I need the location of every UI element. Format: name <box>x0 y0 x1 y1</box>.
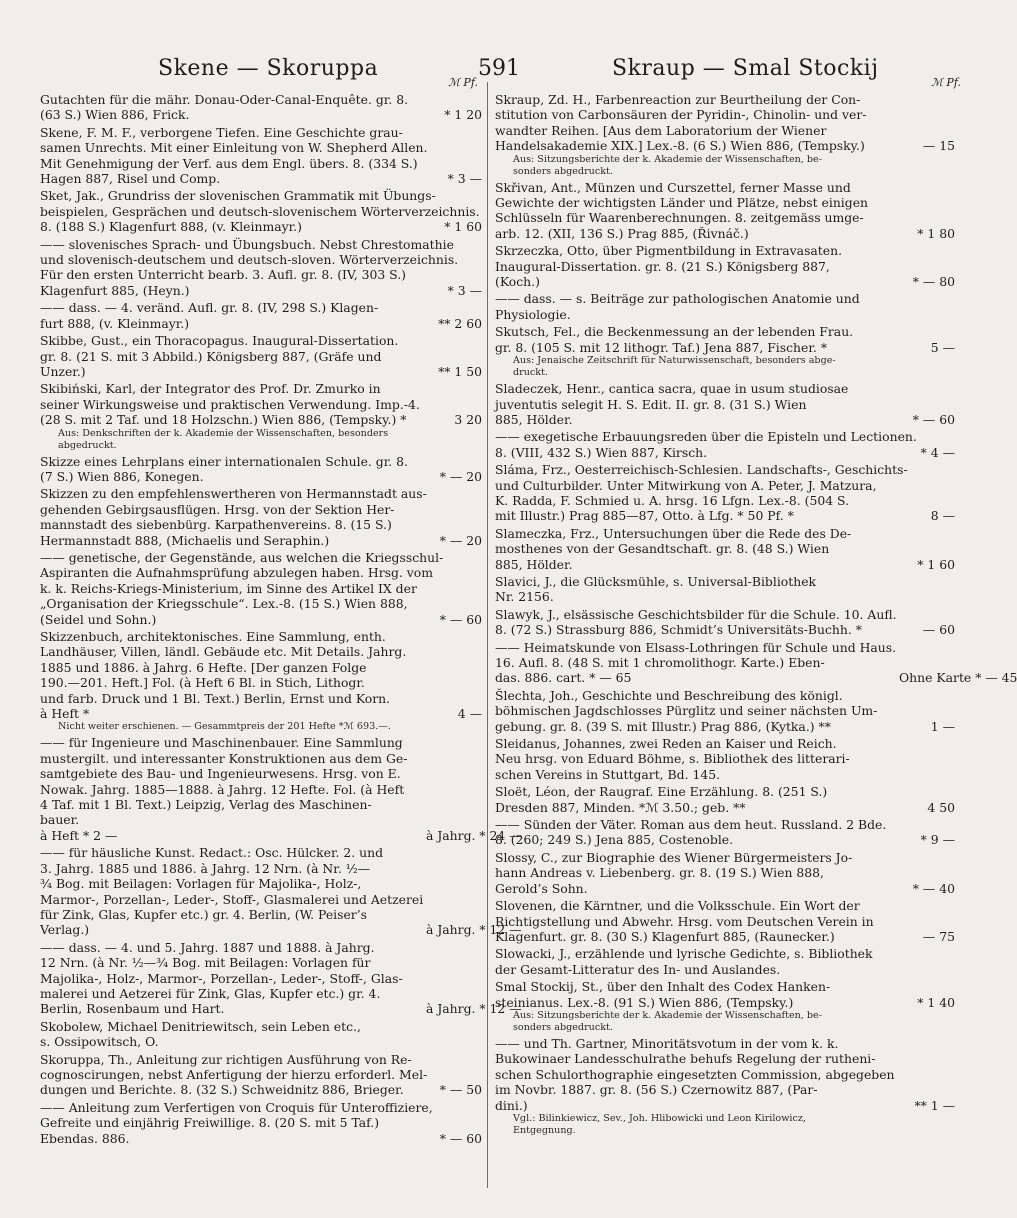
entry-line: dini.) <box>495 1097 528 1113</box>
entry-line: Gerold’s Sohn. <box>495 880 588 896</box>
entry-note: abgedruckt. <box>58 439 117 451</box>
entry-line: —— Heimatskunde von Elsass-Lothringen für Schule und Haus. <box>495 639 897 655</box>
entry-line: K. Radda, F. Schmied u. A. hrsg. 16 Lfgn. Lex.-8. (504 S. <box>495 492 850 508</box>
bibliography-entry <box>40 735 522 843</box>
bibliography-entry <box>495 381 955 427</box>
entry-line: Skizzen zu den empfehlenswertheren von Hermannstadt aus- <box>40 486 427 502</box>
entry-line: (Koch.) <box>495 274 540 290</box>
entry-line: Skibbe, Gust., ein Thoracopagus. Inaugural-Dissertation. <box>40 333 399 349</box>
bibliography-entry <box>40 188 482 234</box>
entry-price: * 1 60 <box>444 219 482 235</box>
bibliography-entry <box>495 639 1017 686</box>
entry-price: Ohne Karte * — 45 <box>899 670 1017 686</box>
entry-line: 885, Hölder. <box>495 411 573 427</box>
entry-line: 3. Jahrg. 1885 und 1886. à Jahrg. 12 Nrn. (à Nr. ½— <box>40 860 371 876</box>
entry-price: 1 — <box>930 718 955 734</box>
entry-line: Skizze eines Lehrplans einer internationalen Schule. gr. 8. <box>40 453 408 469</box>
entry-line: Skobolew, Michael Denitriewitsch, sein Leben etc., <box>40 1018 361 1034</box>
bibliography-entry <box>40 454 482 485</box>
bibliography-entry <box>40 486 482 548</box>
entry-line: mannstadt des siebenbürg. Karpathenvereins. 8. (15 S.) <box>40 517 392 533</box>
entry-price: * 4 — <box>920 444 955 460</box>
entry-line: das. 886. cart. * — 65 <box>495 670 632 686</box>
entry-line: steinianus. Lex.-8. (91 S.) Wien 886, (Tempsky.) <box>495 994 794 1010</box>
bibliography-entry <box>495 180 955 242</box>
entry-line: Sloët, Léon, der Raugraf. Eine Erzählung. 8. (251 S.) <box>495 784 828 800</box>
entry-line: s. Ossipowitsch, O. <box>40 1034 159 1050</box>
entry-line: schen Schulorthographie eingesetzten Commission, abgegeben <box>495 1066 895 1082</box>
entry-line: Gefreite und einjährig Freiwillige. 8. (20 S. mit 5 Taf.) <box>40 1115 380 1131</box>
entry-line: und Culturbilder. Unter Mitwirkung von A. Peter, J. Matzura, <box>495 477 877 493</box>
entry-price: * 1 60 <box>917 556 955 572</box>
bibliography-entry <box>40 629 482 733</box>
entry-line: Hagen 887, Risel und Comp. <box>40 171 221 187</box>
entry-line: cognoscirungen, nebst Anfertigung der hierzu erforderl. Mel- <box>40 1066 428 1082</box>
entry-line: Skizzenbuch, architektonisches. Eine Sammlung, enth. <box>40 629 386 644</box>
bibliography-entry <box>40 333 482 379</box>
entry-price: * 1 40 <box>917 994 955 1010</box>
entry-line: gr. 8. (105 S. mit 12 lithogr. Taf.) Jena 887, Fischer. * <box>495 339 828 355</box>
entry-line: für Zink, Glas, Kupfer etc.) gr. 4. Berlin, (W. Peiser’s <box>40 906 368 922</box>
entry-line: Sláma, Frz., Oesterreichisch-Schlesien. Landschafts-, Geschichts- <box>495 462 908 478</box>
entry-line: Skutsch, Fel., die Beckenmessung an der lebenden Frau. <box>495 324 854 340</box>
entry-line: Skřivan, Ant., Münzen und Curszettel, ferner Masse und <box>495 179 851 195</box>
entry-price: * 1 80 <box>917 225 955 241</box>
bibliography-entry <box>495 607 955 638</box>
entry-line: Slowacki, J., erzählende und lyrische Gedichte, s. Bibliothek <box>495 946 873 962</box>
entry-note: Aus: Jenaische Zeitschrift für Naturwissenschaft, besonders abge- <box>513 355 836 367</box>
entry-line: und farb. Druck und 1 Bl. Text.) Berlin, Ernst und Korn. <box>40 690 391 706</box>
entry-line: —— Anleitung zum Verfertigen von Croquis für Unteroffiziere, <box>40 1099 433 1115</box>
entry-line: —— für Ingenieure und Maschinenbauer. Eine Sammlung <box>40 735 403 751</box>
entry-line: 8. (VIII, 432 S.) Wien 887, Kirsch. <box>495 444 708 460</box>
entry-line: —— exegetische Erbauungsreden über die Episteln und Lectionen. <box>495 429 917 445</box>
entry-line: —— dass. — 4. und 5. Jahrg. 1887 und 1888. à Jahrg. <box>40 939 375 955</box>
entry-note: sonders abgedruckt. <box>513 1021 613 1033</box>
entry-line: Neu hrsg. von Eduard Böhme, s. Bibliothek des litterari- <box>495 751 850 767</box>
entry-line: malerei und Aetzerei für Zink, Glas, Kupfer etc.) gr. 4. <box>40 985 381 1001</box>
entry-line: (28 S. mit 2 Taf. und 18 Holzschn.) Wien 886, (Tempsky.) * <box>40 412 407 428</box>
entry-line: Klagenfurt 885, (Heyn.) <box>40 282 190 298</box>
entry-line: —— dass. — 4. veränd. Aufl. gr. 8. (IV, 298 S.) Klagen- <box>40 300 379 316</box>
entry-line: k. k. Reichs-Kriegs-Ministerium, im Sinne des Artikel IX der <box>40 580 417 596</box>
bibliography-entry <box>40 1019 482 1050</box>
entry-line: mit Illustr.) Prag 885—87, Otto. à Lfg. * 50 Pf. * <box>495 508 794 524</box>
bibliography-entry <box>495 1036 955 1137</box>
entry-line: Gewichte der wichtigsten Länder und Plätze, nebst einigen <box>495 195 869 211</box>
bibliography-entry <box>495 324 955 379</box>
entry-line: Mit Genehmigung der Verf. aus dem Engl. übers. 8. (334 S.) <box>40 155 418 171</box>
bibliography-entry <box>495 946 955 977</box>
entry-line: (Seidel und Sohn.) <box>40 611 157 627</box>
bibliography-entry <box>495 850 955 896</box>
entry-line: samtgebiete des Bau- und Ingenieurwesens. Hrsg. von E. <box>40 766 401 782</box>
entry-line: (7 S.) Wien 886, Konegen. <box>40 468 204 484</box>
bibliography-entry <box>40 550 482 627</box>
entry-price: * — 60 <box>912 411 955 427</box>
bibliography-entry <box>495 243 955 289</box>
entry-line: Slawyk, J., elsässische Geschichtsbilder für die Schule. 10. Aufl. <box>495 606 897 622</box>
entry-line: Schlüsseln für Waarenberechnungen. 8. zeitgemäss umge- <box>495 210 864 226</box>
entry-line: Hermannstadt 888, (Michaelis und Seraphin.) <box>40 532 330 548</box>
bibliography-entry <box>40 845 522 938</box>
entry-line: 8. (260; 249 S.) Jena 885, Costenoble. <box>495 832 734 848</box>
entry-price: à Jahrg. * 12 — <box>426 1001 522 1017</box>
entry-line: im Novbr. 1887. gr. 8. (56 S.) Czernowitz 887, (Par- <box>495 1082 818 1098</box>
entry-line: Skrzeczka, Otto, über Pigmentbildung in Extravasaten. <box>495 243 843 259</box>
entry-line: Bukowinaer Landesschulrathe behufs Regelung der rutheni- <box>495 1051 876 1067</box>
bibliography-entry <box>40 300 482 331</box>
entry-line: gebung. gr. 8. (39 S. mit Illustr.) Prag 886, (Kytka.) ** <box>495 718 831 734</box>
entry-note: Aus: Sitzungsberichte der k. Akademie der Wissenschaften, be- <box>513 1009 822 1021</box>
entry-price: ** 1 50 <box>438 363 482 379</box>
entry-line: Inaugural-Dissertation. gr. 8. (21 S.) Königsberg 887, <box>495 258 830 274</box>
entry-line: stitution von Carbonsäuren der Pyridin-, Chinolin- und ver- <box>495 107 867 123</box>
bibliography-entry <box>495 979 955 1034</box>
entry-price: — 75 <box>922 928 955 944</box>
entry-line: 12 Nrn. (à Nr. ½—¾ Bog. mit Beilagen: Vorlagen für <box>40 955 371 971</box>
entry-line: Richtigstellung und Abwehr. Hrsg. vom Deutschen Verein in <box>495 913 874 929</box>
page-number: 591 <box>478 56 520 81</box>
entry-price: 5 — <box>930 339 955 355</box>
entry-note: Aus: Sitzungsberichte der k. Akademie der Wissenschaften, be- <box>513 153 822 165</box>
entry-price: 3 20 <box>454 412 482 428</box>
currency-header: ℳ Pf. <box>931 76 961 89</box>
column-divider <box>487 82 488 1188</box>
entry-line: samen Unrechts. Mit einer Einleitung von W. Shepherd Allen. <box>40 140 428 156</box>
entry-price: * 1 20 <box>444 107 482 123</box>
entry-line: gr. 8. (21 S. mit 3 Abbild.) Königsberg 887, (Gräfe und <box>40 348 382 364</box>
entry-line: 16. Aufl. 8. (48 S. mit 1 chromolithogr. Karte.) Eben- <box>495 655 825 670</box>
bibliography-entry <box>495 574 955 605</box>
bibliography-entry <box>495 688 955 734</box>
entry-note: Entgegnung. <box>513 1124 576 1136</box>
entry-line: „Organisation der Kriegsschule“. Lex.-8. (15 S.) Wien 888, <box>40 596 408 612</box>
entry-line: Landhäuser, Villen, ländl. Gebäude etc. Mit Details. Jahrg. <box>40 644 407 660</box>
entry-line: Majolika-, Holz-, Marmor-, Porzellan-, Leder-, Stoff-, Glas- <box>40 970 403 986</box>
entry-line: Für den ersten Unterricht bearb. 3. Aufl. gr. 8. (IV, 303 S.) <box>40 267 406 283</box>
entry-line: —— genetische, der Gegenstände, aus welchen die Kriegsschul- <box>40 549 444 565</box>
entry-price: — 15 <box>922 138 955 154</box>
running-head-right: Skraup — Smal Stockij <box>612 56 879 81</box>
entry-line: schen Vereins in Stuttgart, Bd. 145. <box>495 766 721 782</box>
entry-line: Sleidanus, Johannes, zwei Reden an Kaiser und Reich. <box>495 736 837 752</box>
entry-line: Slossy, C., zur Biographie des Wiener Bürgermeisters Jo- <box>495 849 853 865</box>
entry-line: beispielen, Gesprächen und deutsch-slovenischem Wörterverzeichnis. <box>40 203 480 219</box>
entry-price: * 3 — <box>447 282 482 298</box>
entry-price: * — 80 <box>912 274 955 290</box>
entry-price: à Jahrg. * 12 — <box>426 922 522 938</box>
entry-line: Gutachten für die mähr. Donau-Oder-Canal-Enquête. gr. 8. <box>40 92 409 107</box>
entry-line: 8. (188 S.) Klagenfurt 888, (v. Kleinmayr.) <box>40 219 302 235</box>
right-column <box>495 76 1017 1139</box>
entry-price: ** 1 — <box>914 1097 955 1113</box>
entry-line: juventutis selegit H. S. Edit. II. gr. 8. (31 S.) Wien <box>495 396 807 412</box>
bibliography-entry <box>495 92 955 178</box>
entry-line: Smal Stockij, St., über den Inhalt des Codex Hanken- <box>495 979 831 995</box>
entry-line: der Gesamt-Litteratur des In- und Auslandes. <box>495 961 781 977</box>
entry-line: wandter Reihen. [Aus dem Laboratorium der Wiener <box>495 122 827 138</box>
bibliography-entry <box>40 125 482 187</box>
bibliography-entry <box>495 736 955 782</box>
entry-note: druckt. <box>513 367 548 379</box>
entry-line: —— slovenisches Sprach- und Übungsbuch. Nebst Chrestomathie <box>40 236 454 252</box>
bibliography-entry <box>40 1100 482 1146</box>
entry-note: sonders abgedruckt. <box>513 165 613 177</box>
bibliography-entry <box>495 291 955 322</box>
entry-line: —— Sünden der Väter. Roman aus dem heut. Russland. 2 Bde. <box>495 817 887 833</box>
running-head-left: Skene — Skoruppa <box>158 56 379 81</box>
entry-note: Nicht weiter erschienen. — Gesammtpreis der 201 Hefte *ℳ 693.—. <box>58 721 391 733</box>
entry-price: * 9 — <box>920 832 955 848</box>
bibliography-entry <box>40 92 482 123</box>
entry-line: Sket, Jak., Grundriss der slovenischen Grammatik mit Übungs- <box>40 188 436 204</box>
entry-line: Unzer.) <box>40 363 86 379</box>
bibliography-entry <box>495 526 955 572</box>
entry-price: * — 20 <box>439 468 482 484</box>
entry-price: à Jahrg. * 24 — <box>426 827 522 843</box>
entry-line: gehenden Gebirgsausflügen. Hrsg. von der Sektion Her- <box>40 501 395 517</box>
entry-line: Skraup, Zd. H., Farbenreaction zur Beurtheilung der Con- <box>495 92 861 107</box>
entry-line: Skibiński, Karl, der Integrator des Prof. Dr. Zmurko in <box>40 381 381 397</box>
entry-line: mustergilt. und interessanter Konstruktionen aus dem Ge- <box>40 750 408 766</box>
entry-line: böhmischen Jagdschlosses Pürglitz und seiner nächsten Um- <box>495 703 878 719</box>
bibliography-entry <box>40 237 482 299</box>
entry-price: 8 — <box>930 508 955 524</box>
entry-line: Nowak. Jahrg. 1885—1888. à Jahrg. 12 Hefte. Fol. (à Heft <box>40 781 405 797</box>
entry-line: Klagenfurt. gr. 8. (30 S.) Klagenfurt 885, (Raunecker.) <box>495 928 835 944</box>
entry-line: Aspiranten die Aufnahmsprüfung abzulegen haben. Hrsg. vom <box>40 565 434 581</box>
entry-line: Slameczka, Frz., Untersuchungen über die Rede des De- <box>495 525 852 541</box>
bibliography-entry <box>40 939 522 1017</box>
entry-line: 190.—201. Heft.] Fol. (à Heft 6 Bl. in Stich, Lithogr. <box>40 675 365 691</box>
entry-line: à Heft * <box>40 706 90 722</box>
entry-price: — 60 <box>922 622 955 638</box>
entry-price: * — 60 <box>439 611 482 627</box>
bibliography-entry <box>40 1052 482 1098</box>
entry-line: bauer. <box>40 812 80 828</box>
entry-note: Vgl.: Bilinkiewicz, Sev., Joh. Hlibowicki und Leon Kirilowicz, <box>513 1112 806 1124</box>
entry-price: * — 60 <box>439 1130 482 1146</box>
entry-line: mosthenes von der Gesandtschaft. gr. 8. (48 S.) Wien <box>495 541 830 557</box>
entry-line: 8. (72 S.) Strassburg 886, Schmidt’s Universitäts-Buchh. * <box>495 622 862 638</box>
entry-price: 4 — <box>457 706 482 722</box>
entry-price: ** 2 60 <box>438 315 482 331</box>
entry-line: Marmor-, Porzellan-, Leder-, Stoff-, Glasmalerei und Aetzerei <box>40 891 424 907</box>
bibliography-entry <box>495 784 955 815</box>
entry-line: 1885 und 1886. à Jahrg. 6 Hefte. [Der ganzen Folge <box>40 659 367 675</box>
entry-price: 4 50 <box>927 799 955 815</box>
entry-line: Skoruppa, Th., Anleitung zur richtigen Ausführung von Re- <box>40 1051 412 1067</box>
entry-line: Nr. 2156. <box>495 589 554 605</box>
entry-line: Skene, F. M. F., verborgene Tiefen. Eine Geschichte grau- <box>40 124 403 140</box>
entry-line: Sladeczek, Henr., cantica sacra, quae in usum studiosae <box>495 381 849 397</box>
entry-line: —— und Th. Gartner, Minoritätsvotum in der vom k. k. <box>495 1035 839 1051</box>
entry-line: arb. 12. (XII, 136 S.) Prag 885, (Řivnáč.) <box>495 225 749 241</box>
currency-header: ℳ Pf. <box>448 76 478 89</box>
entry-line: hann Andreas v. Liebenberg. gr. 8. (19 S.) Wien 888, <box>495 865 824 881</box>
entry-line: Slavici, J., die Glücksmühle, s. Universal-Bibliothek <box>495 573 817 589</box>
bibliography-entry <box>495 462 955 524</box>
entry-line: 4 Taf. mit 1 Bl. Text.) Leipzig, Verlag des Maschinen- <box>40 797 372 813</box>
entry-price: * — 20 <box>439 532 482 548</box>
entry-line: Handelsakademie XIX.] Lex.-8. (6 S.) Wien 886, (Tempsky.) <box>495 138 865 154</box>
entry-price: * — 40 <box>912 880 955 896</box>
entry-line: Ebendas. 886. <box>40 1130 130 1146</box>
entry-line: ¾ Bog. mit Beilagen: Vorlagen für Majolika-, Holz-, <box>40 876 362 892</box>
bibliography-entry <box>495 898 955 944</box>
entry-line: Slovenen, die Kärntner, und die Volksschule. Ein Wort der <box>495 898 860 914</box>
entry-line: à Heft * 2 — <box>40 827 118 843</box>
entry-line: Verlag.) <box>40 922 90 938</box>
entry-note: Aus: Denkschriften der k. Akademie der Wissenschaften, besonders <box>58 427 389 439</box>
entry-line: Berlin, Rosenbaum und Hart. <box>40 1001 225 1017</box>
bibliography-entry <box>495 817 955 848</box>
entry-price: * 3 — <box>447 171 482 187</box>
entry-price: * — 50 <box>439 1082 482 1098</box>
entry-line: —— für häusliche Kunst. Redact.: Osc. Hülcker. 2. und <box>40 845 384 861</box>
entry-line: 885, Hölder. <box>495 556 573 572</box>
entry-line: dungen und Berichte. 8. (32 S.) Schweidnitz 886, Brieger. <box>40 1082 404 1098</box>
entry-line: Šlechta, Joh., Geschichte und Beschreibung des königl. <box>495 687 843 703</box>
entry-line: Dresden 887, Minden. *ℳ 3.50.; geb. ** <box>495 799 746 815</box>
entry-line: Physiologie. <box>495 306 571 322</box>
entry-line: furt 888, (v. Kleinmayr.) <box>40 315 190 331</box>
bibliography-entry <box>495 429 955 460</box>
entry-line: seiner Wirkungsweise und praktischen Verwendung. Imp.-4. <box>40 396 420 412</box>
entry-line: (63 S.) Wien 886, Frick. <box>40 107 190 123</box>
entry-line: —— dass. — s. Beiträge zur pathologischen Anatomie und <box>495 291 860 307</box>
entry-line: und slovenisch-deutschem und deutsch-sloven. Wörterverzeichnis. <box>40 252 459 268</box>
bibliography-entry <box>40 381 482 451</box>
